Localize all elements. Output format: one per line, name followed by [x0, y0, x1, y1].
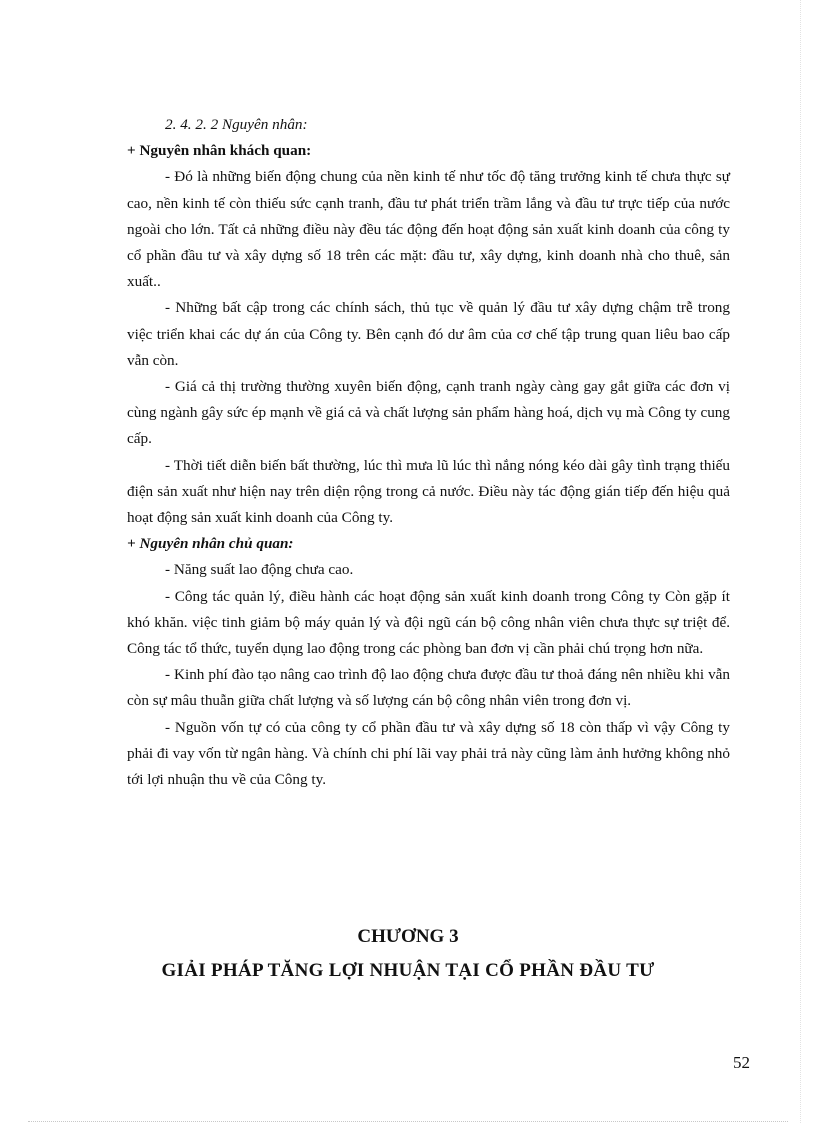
- objective-causes-heading: + Nguyên nhân khách quan:: [127, 142, 312, 160]
- subjective-item-2: - Công tác quản lý, điều hành các hoạt động sản xuất kinh doanh trong Công ty Còn gặp ít khó khăn. việc tinh giảm bộ máy quản lý và đội ngũ cán bộ công nhân viên chưa thực sự triệt để. Công tác tổ thức, tuyển dụng lao động trong các phòng ban đơn vị cần phải chú trọng hơn nữa.: [127, 587, 730, 658]
- page-right-edge: [800, 0, 801, 1123]
- page-number: 52: [733, 1053, 750, 1072]
- subjective-causes-heading: + Nguyên nhân chủ quan:: [127, 535, 294, 553]
- page-bottom-divider: [28, 1121, 788, 1122]
- chapter-title: GIẢI PHÁP TĂNG LỢI NHUẬN TẠI CỔ PHẦN ĐẦU TƯ: [161, 960, 655, 981]
- objective-item-2: - Những bất cập trong các chính sách, thủ tục về quản lý đầu tư xây dựng chậm trễ trong việc triển khai các dự án của Công ty. Bên cạnh đó dư âm của cơ chế tập trung quan liêu bao cấp vẫn còn.: [127, 299, 730, 369]
- subjective-item-3: - Kinh phí đào tạo nâng cao trình độ lao động chưa được đầu tư thoả đáng nên nhiều khi vẫn còn sự mâu thuẫn giữa chất lượng và số lượng cán bộ công nhân viên trong đơn vị.: [127, 666, 730, 710]
- objective-item-3: - Giá cả thị trường thường xuyên biến động, cạnh tranh ngày càng gay gắt giữa các đơn vị cùng ngành gây sức ép mạnh về giá cả và chất lượng sản phẩm hàng hoá, dịch vụ mà Công ty cung cấp.: [127, 378, 730, 448]
- subjective-item-1: - Năng suất lao động chưa cao.: [165, 561, 354, 579]
- objective-item-4: - Thời tiết diễn biến bất thường, lúc thì mưa lũ lúc thì nắng nóng kéo dài gây tình trạng thiếu điện sản xuất như hiện nay trên diện rộng trong cả nước. Điều này tác động gián tiếp đến hiệu quả hoạt động sản xuất kinh doanh của Công ty.: [127, 456, 730, 527]
- subjective-item-4: - Nguồn vốn tự có của công ty cổ phần đầu tư và xây dựng số 18 còn thấp vì vậy Công ty phải đi vay vốn từ ngân hàng. Và chính chi phí lãi vay phải trả này cũng làm ảnh hưởng không nhỏ tới lợi nhuận thu về của Công ty.: [127, 718, 730, 789]
- section-heading: 2. 4. 2. 2 Nguyên nhân:: [165, 116, 308, 133]
- page-body: [127, 112, 730, 793]
- objective-item-1: - Đó là những biến động chung của nền kinh tế như tốc độ tăng trưởng kinh tế chưa thực sự cao, nền kinh tế còn thiếu sức cạnh tranh, đầu tư phát triển trầm lắng và đầu tư trực tiếp của nước ngoài cho lớn. Tất cả những điều này đều tác động đến hoạt động sản xuất kinh doanh của công ty cổ phần đầu tư và xây dựng số 18 trên các mặt: đầu tư, xây dựng, kinh doanh nhà cho thuê, sản xuất..: [127, 168, 730, 291]
- chapter-number: CHƯƠNG 3: [357, 926, 459, 947]
